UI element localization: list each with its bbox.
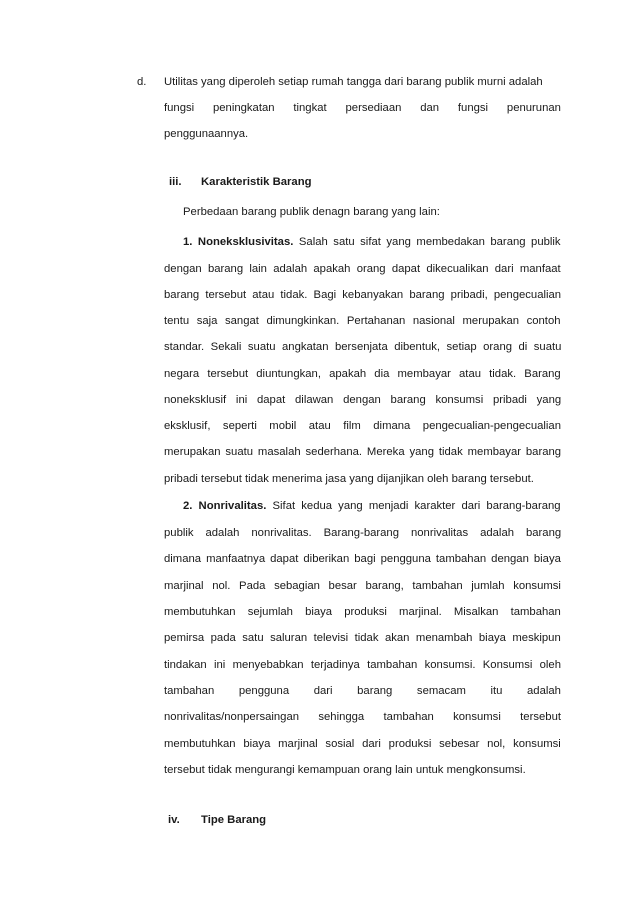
word: itu [490, 685, 503, 697]
word: tambahan [164, 685, 215, 697]
paragraph-line: tindakan ini menyebabkan terjadinya tambahan konsumsi. Konsumsi oleh [164, 659, 561, 671]
paragraph-line: pemirsa pada satu saluran televisi tidak akan menambah biaya meskipun [164, 632, 561, 644]
item-d-line-1 [164, 75, 561, 89]
word: konsumsi [453, 711, 501, 723]
paragraph-line [164, 684, 561, 698]
paragraph-line: marjinal nol. Pada sebagian besar barang, tambahan jumlah konsumsi [164, 580, 561, 592]
point-2-heading: 2. Nonrivalitas. [183, 500, 267, 512]
word: pengguna [238, 685, 290, 697]
paragraph-line: noneksklusif ini dapat dilawan dengan barang konsumsi pribadi yang [164, 394, 562, 406]
word: nonrivalitas/nonpersaingan [164, 711, 300, 723]
word: fungsi [457, 102, 489, 114]
paragraph-line: membutuhkan biaya marjinal sosial dari produksi sebesar nol, konsumsi [164, 738, 561, 750]
list-marker-d: d. [137, 76, 147, 88]
paragraph-line [164, 710, 561, 724]
item-d-line-3: penggunaannya. [164, 128, 249, 140]
paragraph-line: publik adalah nonrivalitas. Barang-barang nonrivalitas adalah barang [164, 527, 562, 539]
section-iii-numeral: iii. [169, 176, 182, 188]
paragraph-line: tersebut tidak mengurangi kemampuan orang lain untuk mengkonsumsi. [164, 764, 526, 776]
section-iv-title: Tipe Barang [201, 814, 267, 826]
point-2-first-text: Sifat kedua yang menjadi karakter dari barang-barang [272, 500, 561, 512]
word: tingkat [293, 102, 327, 114]
section-iv-numeral: iv. [168, 814, 180, 826]
word: penurunan [506, 102, 561, 114]
point-1-first-text: Salah satu sifat yang membedakan barang publik [298, 236, 561, 248]
paragraph-line: tentu saja sangat dimungkinkan. Pertahanan nasional merupakan contoh [164, 315, 561, 327]
paragraph-line: pribadi tersebut tidak menerima jasa yang dijanjikan oleh barang tersebut. [164, 473, 534, 485]
word: adalah [527, 685, 561, 697]
word: tersebut [520, 711, 561, 723]
word: sehingga [318, 711, 365, 723]
word: fungsi [164, 102, 195, 114]
paragraph-line: negara tersebut diuntungkan, apakah dia membayar atau tidak. Barang [164, 368, 561, 380]
word: barang [357, 685, 393, 697]
word: persediaan [345, 102, 402, 114]
word: semacam [416, 685, 466, 697]
paragraph-line: barang tersebut atau tidak. Bagi kebanyakan barang pribadi, pengecualian [164, 289, 562, 301]
paragraph-line: eksklusif, seperti mobil atau film dimana pengecualian-pengecualian [164, 420, 561, 432]
paragraph-line: membutuhkan sejumlah biaya produksi marjinal. Misalkan tambahan [164, 606, 561, 618]
section-iii-title: Karakteristik Barang [201, 176, 312, 188]
word: dari [313, 685, 333, 697]
point-2-line-1 [183, 499, 561, 513]
paragraph-line: merupakan suatu masalah sederhana. Mereka yang tidak membayar barang [164, 446, 562, 458]
word: tambahan [383, 711, 434, 723]
point-1-line-1 [183, 235, 561, 249]
word: peningkatan [212, 102, 275, 114]
word: dan [420, 102, 440, 114]
point-1-heading: 1. Noneksklusivitas. [183, 236, 294, 248]
section-iii-intro: Perbedaan barang publik denagn barang yang lain: [183, 206, 440, 218]
paragraph-line: dimana manfaatnya dapat diberikan bagi pengguna tambahan dengan biaya [164, 553, 561, 565]
item-d-line-2 [164, 101, 561, 115]
paragraph-line: standar. Sekali suatu angkatan bersenjata dibentuk, setiap orang di suatu [164, 341, 562, 353]
paragraph-line: dengan barang lain adalah apakah orang dapat dikecualikan dari manfaat [164, 263, 561, 275]
item-d-text: Utilitas yang diperoleh setiap rumah tangga dari barang publik murni adalah [164, 76, 543, 88]
